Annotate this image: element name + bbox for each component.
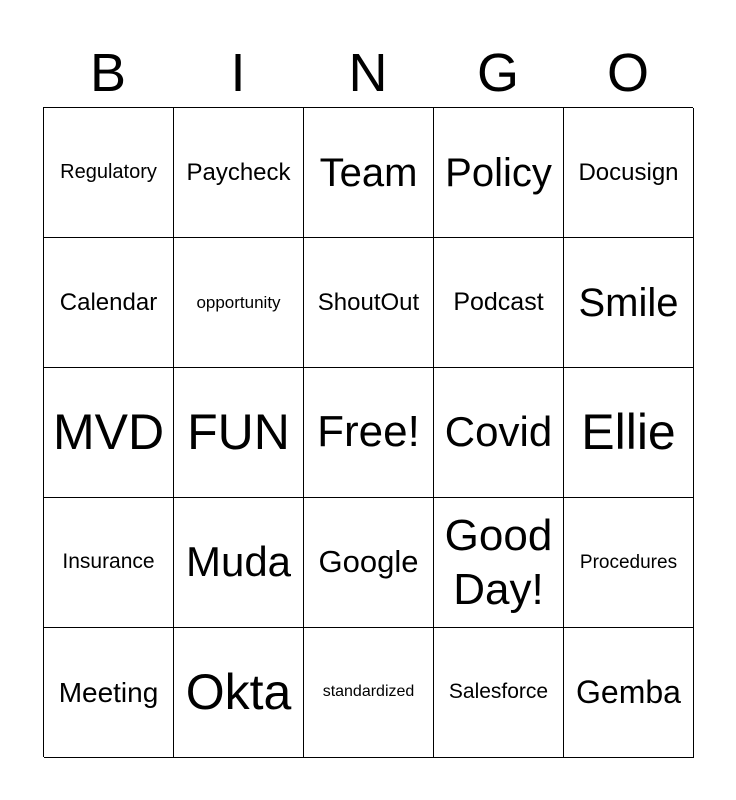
bingo-cell[interactable]: standardized: [304, 628, 434, 758]
bingo-cell[interactable]: Calendar: [44, 238, 174, 368]
bingo-cell[interactable]: Policy: [434, 108, 564, 238]
bingo-cell[interactable]: Paycheck: [174, 108, 304, 238]
bingo-cell[interactable]: Google: [304, 498, 434, 628]
bingo-cell[interactable]: Docusign: [564, 108, 694, 238]
bingo-header: [43, 40, 693, 106]
bingo-cell[interactable]: Regulatory: [44, 108, 174, 238]
bingo-cell[interactable]: Free!: [304, 368, 434, 498]
bingo-cell[interactable]: Smile: [564, 238, 694, 368]
bingo-cell[interactable]: opportunity: [174, 238, 304, 368]
header-letter-n: N: [348, 43, 388, 103]
bingo-cell[interactable]: Procedures: [564, 498, 694, 628]
header-letter-o: O: [606, 43, 649, 103]
bingo-cell[interactable]: Covid: [434, 368, 564, 498]
bingo-card-grid: [43, 107, 693, 757]
bingo-cell[interactable]: Muda: [174, 498, 304, 628]
bingo-cell[interactable]: ShoutOut: [304, 238, 434, 368]
header-letter-g: G: [476, 43, 519, 103]
bingo-cell[interactable]: Insurance: [44, 498, 174, 628]
bingo-cell[interactable]: Good Day!: [434, 498, 564, 628]
bingo-cell[interactable]: Ellie: [564, 368, 694, 498]
bingo-cell[interactable]: Meeting: [44, 628, 174, 758]
bingo-cell[interactable]: Gemba: [564, 628, 694, 758]
bingo-cell[interactable]: MVD: [44, 368, 174, 498]
bingo-cell[interactable]: FUN: [174, 368, 304, 498]
bingo-cell[interactable]: Salesforce: [434, 628, 564, 758]
header-letter-i: I: [230, 43, 246, 103]
bingo-cell[interactable]: Podcast: [434, 238, 564, 368]
header-letter-b: B: [89, 43, 127, 103]
bingo-cell[interactable]: Team: [304, 108, 434, 238]
bingo-cell[interactable]: Okta: [174, 628, 304, 758]
